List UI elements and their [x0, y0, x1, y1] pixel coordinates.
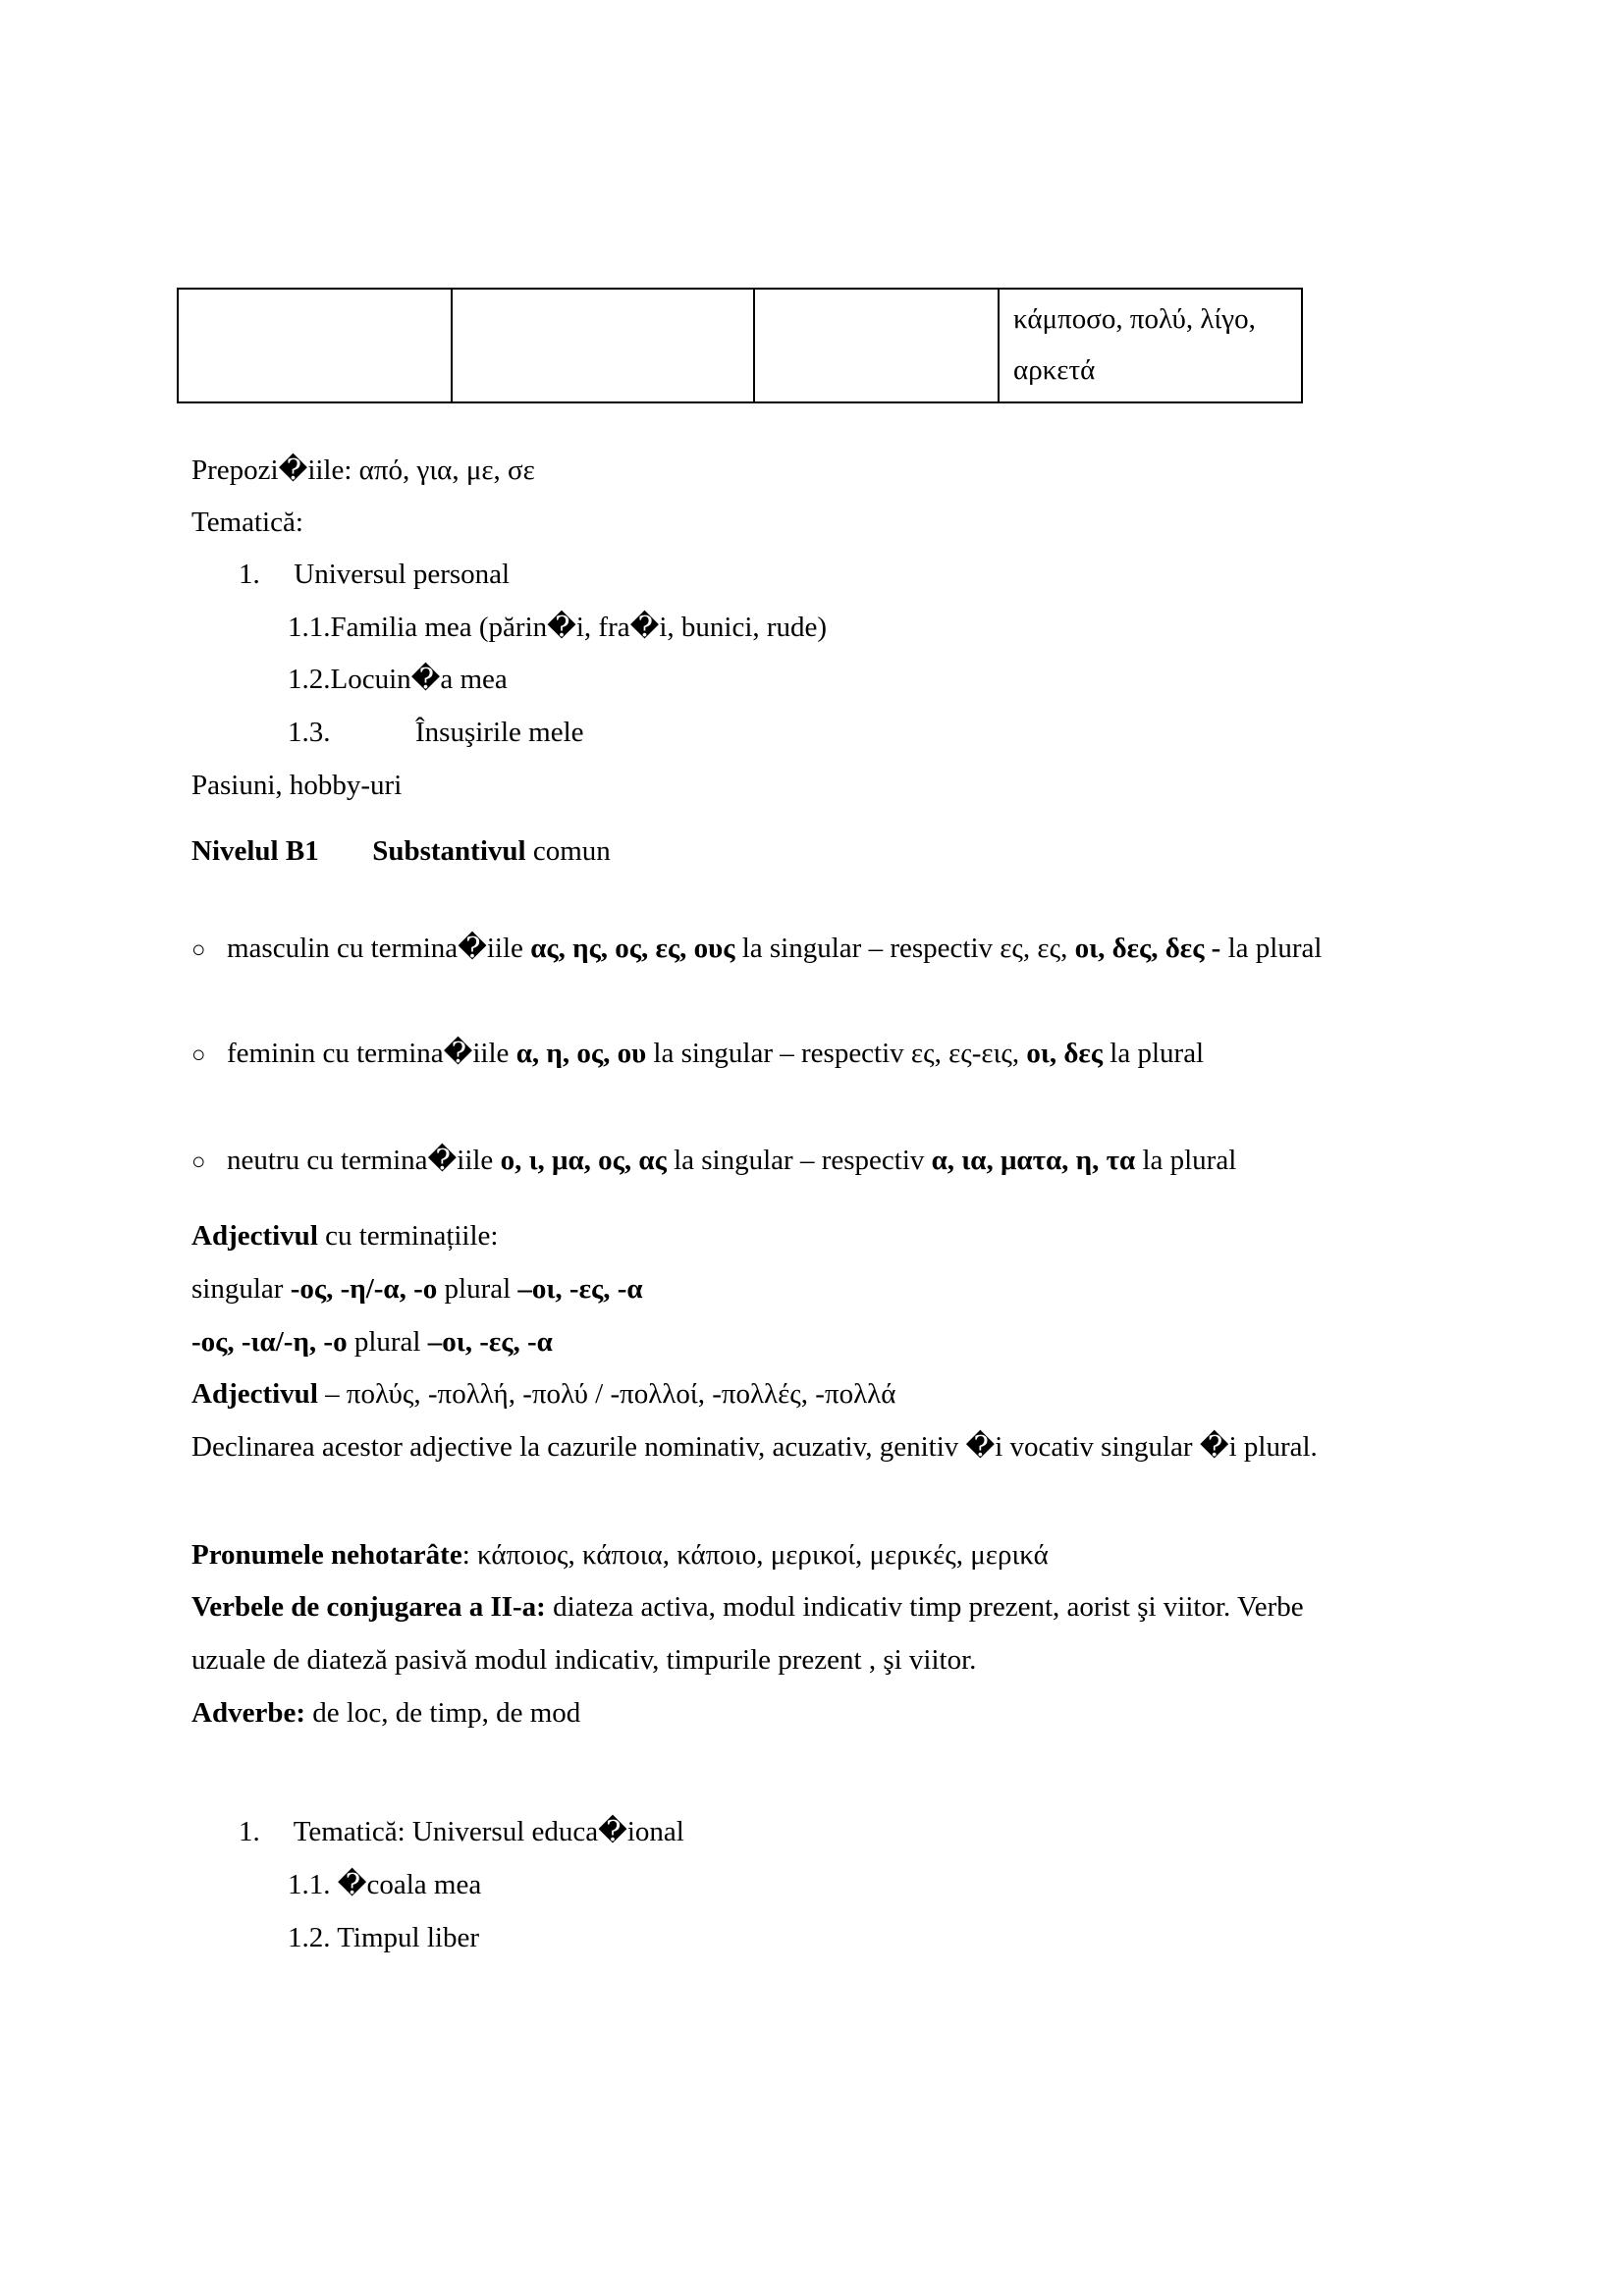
declension-line: Declinarea acestor adjective la cazurile nominativ, acuzativ, genitiv �i vocativ singular �i plural. [191, 1431, 1318, 1463]
list-text: Tematică: Universul educa�ional [293, 1816, 684, 1847]
list-number: 1. [239, 559, 260, 590]
list-item [239, 1815, 684, 1849]
level-label: Nivelul B1 [191, 835, 319, 867]
prepositions-line: Prepozi�iile: από, για, με, σε [191, 454, 535, 486]
verb-line-continued: uzuale de diateză pasivă modul indicativ, timpurile prezent , şi viitor. [191, 1644, 977, 1676]
list-text: Însuşirile mele [415, 717, 584, 748]
pronoun-line: Pronumele nehotarâte: κάποιος, κάποια, κάποιο, μερικοί, μερικές, μερικά [191, 1539, 1049, 1571]
sub-list-item: 1.1.Familia mea (părin�i, fra�i, bunici, rude) [288, 612, 828, 643]
table-cell: κάμποσο, πολύ, λίγο, αρκετά [999, 289, 1302, 402]
verb-line: Verbele de conjugarea a II-a: diateza activa, modul indicativ timp prezent, aorist şi viitor. Verbe [191, 1591, 1304, 1623]
adverb-line: Adverbe: de loc, de timp, de mod [191, 1697, 581, 1729]
bullet-feminine: ○ feminin cu termina�iile α, η, ος, ου la singular – respectiv ες, ες-εις, οι, δες la plural [191, 1038, 1205, 1069]
bullet-icon: ○ [191, 1149, 206, 1175]
sub-list-item: 1.1. �coala mea [288, 1869, 482, 1900]
sub-list-item [288, 716, 584, 750]
bullet-masculine: ○ masculin cu termina�iile ας, ης, ος, ες, ους la singular – respectiv ες, ες, οι, δες, δες - la plural [191, 933, 1323, 964]
bullet-icon: ○ [191, 937, 206, 963]
table-cell [178, 289, 452, 402]
list-number: 1.3. [288, 717, 331, 748]
adjective-line: -ος, -ια/-η, -ο plural –οι, -ες, -α [191, 1326, 553, 1358]
noun-qualifier: comun [532, 835, 611, 867]
continuation-table [177, 288, 1303, 403]
noun-label: Substantivul [372, 835, 526, 867]
list-item [239, 558, 510, 592]
sub-list-item: 1.2. Timpul liber [288, 1922, 479, 1953]
level-heading [191, 834, 611, 869]
hobbies-line: Pasiuni, hobby-uri [191, 770, 403, 801]
sub-list-item: 1.2.Locuin�a mea [288, 664, 508, 695]
adjective-line: singular -ος, -η/-α, -ο plural –οι, -ες, -α [191, 1273, 643, 1305]
bullet-neuter: ○ neutru cu termina�iile ο, ι, μα, ος, ας la singular – respectiv α, ια, ματα, η, τα la plural [191, 1145, 1237, 1176]
list-text: Universul personal [294, 559, 511, 590]
bullet-icon: ○ [191, 1042, 206, 1068]
tematica-heading: Tematică: [191, 507, 303, 538]
table-row [178, 289, 1302, 402]
list-number: 1. [239, 1816, 260, 1847]
adjective-forms: Adjectivul – πολύς, -πολλή, -πολύ / -πολλοί, -πολλές, -πολλά [191, 1378, 896, 1410]
table-cell [452, 289, 754, 402]
table-cell [754, 289, 999, 402]
adjective-heading: Adjectivul cu terminațiile: [191, 1220, 499, 1252]
